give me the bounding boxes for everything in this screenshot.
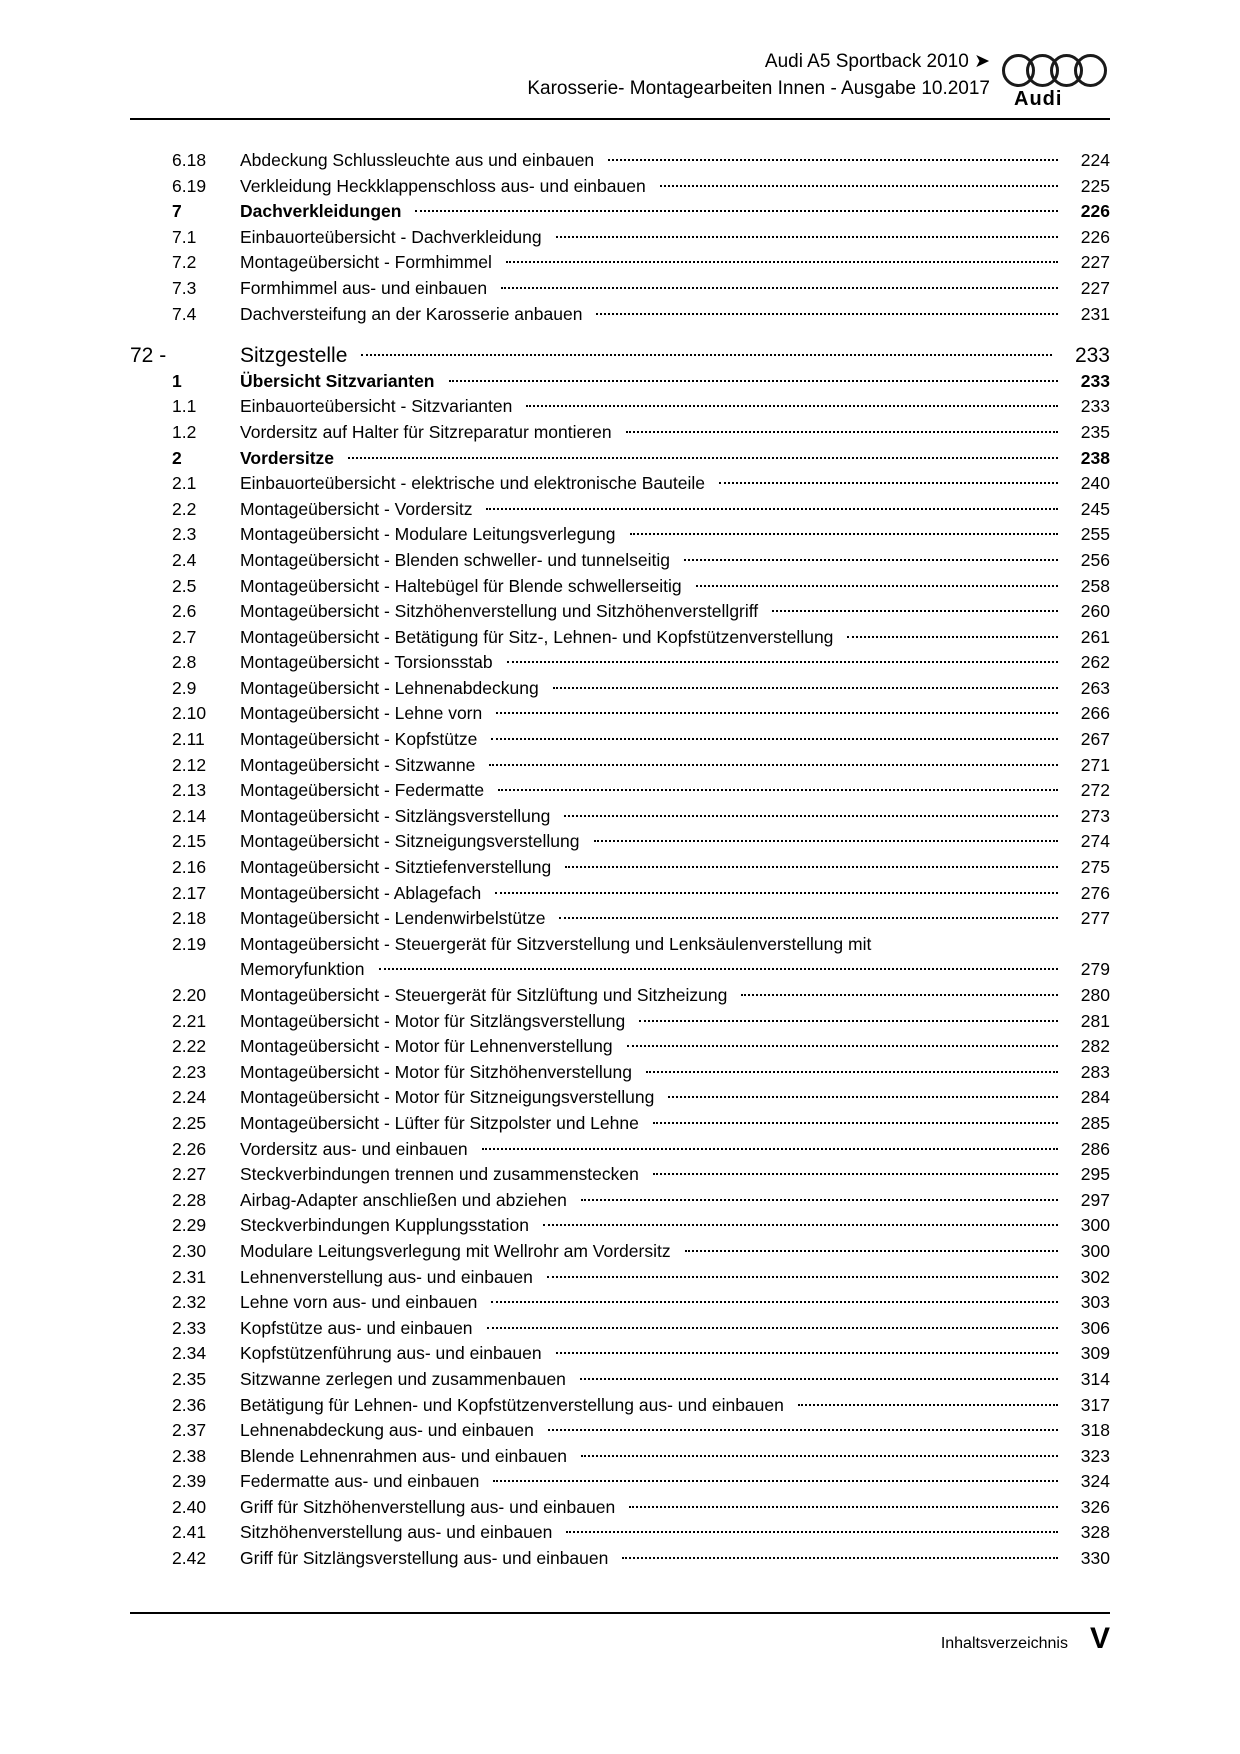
- toc-leader-dots: [543, 1224, 1058, 1226]
- toc-entry-title: Memoryfunktion: [240, 959, 365, 980]
- toc-entry[interactable]: [130, 369, 1110, 395]
- header-model-line: Audi A5 Sportback 2010 ➤: [764, 51, 990, 72]
- toc-entry-number: 2.39: [172, 1471, 207, 1492]
- header-manual-line: Karosserie- Montagearbeiten Innen - Ausgabe 10.2017: [527, 78, 990, 99]
- toc-entry-title: Formhimmel aus- und einbauen: [240, 277, 488, 298]
- toc-entry[interactable]: [130, 420, 1110, 446]
- toc-entry-number: 2.19: [172, 933, 207, 954]
- toc-entry-title: Vordersitz aus- und einbauen: [240, 1138, 468, 1159]
- toc-entry-page: 318: [1080, 1420, 1110, 1441]
- toc-leader-dots: [741, 994, 1058, 996]
- footer-page-number: V: [1089, 1622, 1110, 1655]
- toc-entry-number: 2.18: [172, 908, 207, 929]
- toc-entry-number: 2: [172, 447, 182, 468]
- toc-entry[interactable]: [130, 1520, 1110, 1546]
- toc-leader-dots: [653, 1173, 1058, 1175]
- toc-entry-page: 260: [1080, 601, 1110, 622]
- toc-entry-number: 2.24: [172, 1087, 207, 1108]
- toc-entry-number: 2.30: [172, 1240, 207, 1261]
- toc-entry-number: 2.34: [172, 1343, 207, 1364]
- toc-entry[interactable]: [130, 1009, 1110, 1035]
- toc-entry[interactable]: [130, 625, 1110, 651]
- toc-entry-page: 245: [1080, 498, 1110, 519]
- toc-entry-number: 2.35: [172, 1368, 207, 1389]
- toc-entry-number: 2.22: [172, 1036, 207, 1057]
- toc-entry-number: 2.37: [172, 1420, 207, 1441]
- toc-entry-title: Verkleidung Heckklappenschloss aus- und einbauen: [240, 175, 646, 196]
- toc-leader-dots: [491, 738, 1058, 740]
- toc-entry[interactable]: [130, 1444, 1110, 1470]
- toc-entry-page: 314: [1080, 1368, 1110, 1389]
- toc-entry-title: Montageübersicht - Sitzlängsverstellung: [240, 805, 551, 826]
- toc-entry-page: 280: [1080, 985, 1110, 1005]
- toc-entry-page: 323: [1080, 1445, 1110, 1466]
- toc-entry-title: Montageübersicht - Sitztiefenverstellung: [240, 857, 552, 878]
- toc-entry[interactable]: [130, 753, 1110, 779]
- toc-entry-number: 2.14: [172, 805, 207, 826]
- toc-leader-dots: [626, 431, 1058, 433]
- toc-leader-dots: [506, 261, 1058, 263]
- toc-entry-title: Sitzhöhenverstellung aus- und einbauen: [240, 1522, 553, 1543]
- toc-entry[interactable]: [130, 983, 1110, 1009]
- toc-entry-title: Sitzgestelle: [240, 344, 348, 368]
- toc-leader-dots: [685, 1250, 1058, 1252]
- toc-entry-number: 2.5: [172, 575, 197, 596]
- toc-entry-page: 272: [1080, 780, 1110, 801]
- toc-entry-page: 231: [1080, 303, 1110, 324]
- toc-entry-page: 277: [1080, 908, 1110, 929]
- toc-entry-title: Dachverkleidungen: [240, 201, 402, 222]
- toc-leader-dots: [581, 1455, 1058, 1457]
- toc-entry[interactable]: [130, 650, 1110, 676]
- toc-entry-title: Modulare Leitungsverlegung mit Wellrohr am Vordersitz: [240, 1240, 671, 1261]
- table-of-contents: [130, 148, 1110, 1572]
- toc-section-gap: [130, 327, 1110, 343]
- toc-entry-title: Abdeckung Schlussleuchte aus und einbauen: [240, 150, 595, 170]
- toc-entry-number: 2.32: [172, 1292, 207, 1313]
- header-title-block: [527, 48, 990, 102]
- toc-entry-title: Montageübersicht - Blenden schweller- und tunnelseitig: [240, 549, 670, 570]
- toc-leader-dots: [566, 1531, 1058, 1533]
- toc-entry-title: Montageübersicht - Vordersitz: [240, 498, 473, 519]
- toc-entry-page: 276: [1080, 882, 1110, 903]
- toc-entry-title: Übersicht Sitzvarianten: [240, 370, 435, 391]
- toc-leader-dots: [379, 968, 1059, 970]
- toc-entry-title: Montageübersicht - Haltebügel für Blende schwellerseitig: [240, 575, 682, 596]
- toc-entry-title: Vordersitz auf Halter für Sitzreparatur montieren: [240, 421, 612, 442]
- toc-leader-dots: [556, 236, 1058, 238]
- toc-entry[interactable]: [130, 1162, 1110, 1188]
- toc-entry[interactable]: [130, 1290, 1110, 1316]
- toc-leader-dots: [501, 287, 1058, 289]
- toc-entry-page: 330: [1080, 1548, 1110, 1569]
- toc-entry[interactable]: [130, 522, 1110, 548]
- toc-entry-title: Griff für Sitzlängsverstellung aus- und einbauen: [240, 1548, 609, 1569]
- toc-entry[interactable]: [130, 574, 1110, 600]
- toc-entry-number: 2.41: [172, 1522, 207, 1543]
- toc-entry-number: 6.18: [172, 150, 207, 170]
- toc-leader-dots: [772, 610, 1058, 612]
- toc-leader-dots: [487, 1327, 1058, 1329]
- toc-entry[interactable]: [130, 1034, 1110, 1060]
- toc-entry[interactable]: [130, 1367, 1110, 1393]
- toc-entry-page: 275: [1080, 857, 1110, 878]
- toc-entry-title: Vordersitze: [240, 447, 335, 468]
- toc-entry-title: Dachversteifung an der Karosserie anbauen: [240, 303, 583, 324]
- toc-entry-title: Federmatte aus- und einbauen: [240, 1471, 480, 1492]
- toc-entry-number: 2.3: [172, 524, 197, 545]
- toc-entry-number: 6.19: [172, 175, 207, 196]
- toc-entry-number: 2.23: [172, 1061, 207, 1082]
- toc-leader-dots: [622, 1557, 1058, 1559]
- toc-entry[interactable]: [130, 1393, 1110, 1419]
- toc-entry[interactable]: [130, 394, 1110, 420]
- toc-leader-dots: [498, 789, 1058, 791]
- toc-entry-title: Airbag-Adapter anschließen und abziehen: [240, 1189, 567, 1210]
- toc-entry[interactable]: [130, 804, 1110, 830]
- toc-leader-dots: [653, 1122, 1058, 1124]
- toc-entry-title: Montageübersicht - Lehnenabdeckung: [240, 677, 539, 698]
- toc-entry[interactable]: [130, 1316, 1110, 1342]
- toc-entry-page: 262: [1080, 652, 1110, 673]
- toc-entry-page: 266: [1080, 703, 1110, 724]
- toc-entry-number: 1.2: [172, 421, 197, 442]
- toc-leader-dots: [627, 1045, 1058, 1047]
- toc-leader-dots: [594, 840, 1059, 842]
- toc-entry-number: 2.2: [172, 498, 197, 519]
- toc-leader-dots: [348, 457, 1058, 459]
- toc-leader-dots: [482, 1148, 1058, 1150]
- toc-entry-number: 7.1: [172, 226, 197, 247]
- toc-entry[interactable]: [130, 599, 1110, 625]
- toc-entry-number: 2.1: [172, 473, 197, 494]
- toc-leader-dots: [684, 559, 1058, 561]
- toc-entry-title: Montageübersicht - Steuergerät für Sitzverstellung und Lenksäulenverstellung mit: [240, 933, 872, 954]
- toc-entry-number: 2.10: [172, 703, 207, 724]
- toc-leader-dots: [495, 892, 1058, 894]
- toc-leader-dots: [719, 482, 1058, 484]
- toc-entry-title: Blende Lehnenrahmen aus- und einbauen: [240, 1445, 567, 1466]
- toc-entry-number: 2.25: [172, 1112, 207, 1133]
- toc-entry-number: 7.3: [172, 277, 197, 298]
- toc-entry-page: 256: [1080, 549, 1110, 570]
- toc-entry-number: 2.28: [172, 1189, 207, 1210]
- toc-leader-dots: [526, 405, 1058, 407]
- toc-entry-page: 286: [1080, 1138, 1110, 1159]
- toc-entry-title: Lehnenabdeckung aus- und einbauen: [240, 1420, 534, 1441]
- toc-entry-number: 2.6: [172, 601, 197, 622]
- toc-entry-title: Montageübersicht - Lehne vorn: [240, 703, 483, 724]
- toc-entry-title: Montageübersicht - Torsionsstab: [240, 652, 493, 673]
- toc-entry[interactable]: [130, 881, 1110, 907]
- toc-entry-title: Montageübersicht - Modulare Leitungsverlegung: [240, 524, 616, 545]
- toc-entry[interactable]: [130, 471, 1110, 497]
- toc-entry-title: Griff für Sitzhöhenverstellung aus- und einbauen: [240, 1496, 616, 1517]
- toc-entry-title: Montageübersicht - Steuergerät für Sitzlüftung und Sitzheizung: [240, 985, 728, 1005]
- toc-entry-number: 2.7: [172, 626, 197, 647]
- toc-leader-dots: [639, 1020, 1058, 1022]
- toc-leader-dots: [548, 1429, 1058, 1431]
- toc-entry-number: 1.1: [172, 396, 197, 417]
- toc-entry-number: 2.4: [172, 549, 197, 570]
- toc-entry-title: Kopfstützenführung aus- und einbauen: [240, 1343, 542, 1364]
- toc-entry-page: 261: [1080, 626, 1110, 647]
- toc-leader-dots: [798, 1404, 1058, 1406]
- toc-entry[interactable]: [130, 174, 1110, 200]
- toc-entry[interactable]: [130, 1495, 1110, 1521]
- toc-entry-number: 7.4: [172, 303, 197, 324]
- toc-entry-page: 225: [1080, 175, 1110, 196]
- toc-entry-page: 284: [1080, 1087, 1110, 1108]
- toc-entry-page: 279: [1080, 959, 1110, 980]
- page-footer: [130, 1624, 1110, 1654]
- toc-entry-title: Lehne vorn aus- und einbauen: [240, 1292, 478, 1313]
- toc-entry-page: 295: [1080, 1164, 1110, 1185]
- toc-leader-dots: [630, 533, 1058, 535]
- toc-entry-title: Einbauorteübersicht - Dachverkleidung: [240, 226, 542, 247]
- toc-leader-dots: [556, 1352, 1058, 1354]
- toc-leader-dots: [668, 1096, 1058, 1098]
- toc-entry-page: 227: [1080, 252, 1110, 273]
- toc-entry-page: 233: [1080, 396, 1110, 417]
- toc-entry-page: 285: [1080, 1112, 1110, 1133]
- toc-entry-number: 2.16: [172, 857, 207, 878]
- footer-divider: [130, 1612, 1110, 1614]
- toc-entry-title: Montageübersicht - Motor für Lehnenverstellung: [240, 1036, 613, 1057]
- toc-entry[interactable]: [130, 1418, 1110, 1444]
- toc-entry[interactable]: [130, 855, 1110, 881]
- toc-entry-number: 7: [172, 201, 182, 222]
- toc-leader-dots: [646, 1071, 1058, 1073]
- toc-entry-title: Montageübersicht - Ablagefach: [240, 882, 482, 903]
- toc-leader-dots: [496, 712, 1058, 714]
- toc-entry[interactable]: [130, 701, 1110, 727]
- toc-entry[interactable]: [130, 1085, 1110, 1111]
- toc-entry-number: 72 -: [130, 344, 167, 368]
- toc-entry[interactable]: [130, 250, 1110, 276]
- toc-entry-page: 267: [1080, 729, 1110, 750]
- toc-entry-line: [130, 957, 1110, 983]
- toc-leader-dots: [565, 866, 1058, 868]
- toc-entry-number: 2.20: [172, 985, 207, 1005]
- toc-entry-page: 273: [1080, 805, 1110, 826]
- toc-entry-number: 2.12: [172, 754, 207, 775]
- toc-entry-title: Betätigung für Lehnen- und Kopfstützenverstellung aus- und einbauen: [240, 1394, 784, 1415]
- toc-leader-dots: [493, 1480, 1058, 1482]
- toc-entry-number: 2.11: [172, 729, 205, 750]
- toc-entry-title: Montageübersicht - Lüfter für Sitzpolster und Lehne: [240, 1112, 639, 1133]
- toc-entry-page: 302: [1080, 1266, 1110, 1287]
- toc-entry-page: 328: [1080, 1522, 1110, 1543]
- toc-entry-page: 283: [1080, 1061, 1110, 1082]
- toc-entry-number: 7.2: [172, 252, 197, 273]
- toc-entry[interactable]: [130, 778, 1110, 804]
- toc-leader-dots: [847, 636, 1058, 638]
- toc-entry-number: 2.9: [172, 677, 197, 698]
- toc-entry[interactable]: [130, 1469, 1110, 1495]
- toc-entry-number: 2.15: [172, 831, 207, 852]
- toc-entry-page: 263: [1080, 677, 1110, 698]
- toc-entry-page: 317: [1080, 1394, 1110, 1415]
- toc-entry-title: Steckverbindungen Kupplungsstation: [240, 1215, 529, 1236]
- toc-entry-page: 324: [1080, 1471, 1110, 1492]
- toc-entry[interactable]: [130, 225, 1110, 251]
- toc-entry[interactable]: [130, 343, 1110, 369]
- toc-entry[interactable]: [130, 302, 1110, 328]
- toc-leader-dots: [491, 1301, 1058, 1303]
- toc-entry[interactable]: [130, 1265, 1110, 1291]
- toc-entry-number: 2.38: [172, 1445, 207, 1466]
- toc-entry-page: 326: [1080, 1496, 1110, 1517]
- toc-entry-title: Einbauorteübersicht - elektrische und elektronische Bauteile: [240, 473, 705, 494]
- toc-entry-page: 300: [1080, 1240, 1110, 1261]
- toc-leader-dots: [581, 1199, 1058, 1201]
- toc-entry-number: 2.26: [172, 1138, 207, 1159]
- toc-entry-page: 226: [1080, 226, 1110, 247]
- toc-entry-number: 2.29: [172, 1215, 207, 1236]
- toc-entry-page: 309: [1080, 1343, 1110, 1364]
- toc-entry-title: Montageübersicht - Motor für Sitzlängsverstellung: [240, 1010, 626, 1031]
- toc-entry[interactable]: [130, 829, 1110, 855]
- toc-entry-title: Einbauorteübersicht - Sitzvarianten: [240, 396, 513, 417]
- toc-leader-dots: [696, 585, 1058, 587]
- audi-wordmark: Audi: [1014, 88, 1063, 110]
- toc-entry-page: 258: [1080, 575, 1110, 596]
- footer-label: Inhaltsverzeichnis: [940, 1635, 1068, 1652]
- toc-entry-number: 2.17: [172, 882, 207, 903]
- toc-leader-dots: [507, 661, 1058, 663]
- audi-logo: [1002, 54, 1110, 112]
- toc-entry[interactable]: [130, 1341, 1110, 1367]
- toc-entry[interactable]: [130, 727, 1110, 753]
- toc-entry-page: 224: [1080, 150, 1110, 170]
- toc-entry-number: 2.13: [172, 780, 207, 801]
- toc-entry-page: 233: [1080, 370, 1110, 391]
- toc-entry-title: Montageübersicht - Sitzhöhenverstellung und Sitzhöhenverstellgriff: [240, 601, 759, 622]
- toc-entry-page: 282: [1080, 1036, 1110, 1057]
- toc-entry[interactable]: [130, 276, 1110, 302]
- toc-entry-title: Kopfstütze aus- und einbauen: [240, 1317, 473, 1338]
- toc-entry[interactable]: [130, 932, 1110, 983]
- toc-entry-page: 233: [1074, 344, 1110, 368]
- header-divider: [130, 118, 1110, 120]
- toc-entry[interactable]: [130, 497, 1110, 523]
- toc-entry-number: 2.42: [172, 1548, 207, 1569]
- toc-entry-page: 306: [1080, 1317, 1110, 1338]
- toc-entry-title: Montageübersicht - Formhimmel: [240, 252, 492, 273]
- toc-entry[interactable]: [130, 1188, 1110, 1214]
- toc-leader-dots: [596, 313, 1058, 315]
- toc-entry[interactable]: [130, 548, 1110, 574]
- toc-leader-dots: [553, 687, 1058, 689]
- toc-entry[interactable]: [130, 1239, 1110, 1265]
- toc-entry-line: [130, 932, 1110, 958]
- toc-entry-page: 235: [1080, 421, 1110, 442]
- toc-entry[interactable]: [130, 676, 1110, 702]
- toc-entry-title: Lehnenverstellung aus- und einbauen: [240, 1266, 533, 1287]
- toc-entry-number: 2.31: [172, 1266, 207, 1287]
- toc-entry-number: 2.27: [172, 1164, 207, 1185]
- toc-entry-page: 300: [1080, 1215, 1110, 1236]
- toc-entry-title: Montageübersicht - Federmatte: [240, 780, 485, 801]
- toc-entry-page: 227: [1080, 277, 1110, 298]
- toc-entry[interactable]: [130, 1111, 1110, 1137]
- toc-leader-dots: [486, 508, 1058, 510]
- toc-leader-dots: [608, 159, 1058, 161]
- toc-entry-number: 2.40: [172, 1496, 207, 1517]
- toc-entry[interactable]: [130, 1546, 1110, 1572]
- toc-entry[interactable]: [130, 446, 1110, 472]
- toc-entry-title: Montageübersicht - Sitzneigungsverstellung: [240, 831, 580, 852]
- toc-entry[interactable]: [130, 1137, 1110, 1163]
- toc-leader-dots: [580, 1378, 1058, 1380]
- toc-leader-dots: [559, 917, 1058, 919]
- toc-entry[interactable]: [130, 148, 1110, 174]
- toc-entry-page: 281: [1080, 1010, 1110, 1031]
- toc-entry-page: 238: [1080, 447, 1110, 468]
- toc-leader-dots: [547, 1276, 1058, 1278]
- toc-entry-title: Montageübersicht - Betätigung für Sitz-, Lehnen- und Kopfstützenverstellung: [240, 626, 834, 647]
- toc-entry[interactable]: [130, 1060, 1110, 1086]
- toc-entry-page: 297: [1080, 1189, 1110, 1210]
- toc-entry-page: 240: [1080, 473, 1110, 494]
- toc-leader-dots: [629, 1506, 1058, 1508]
- toc-entry-title: Montageübersicht - Lendenwirbelstütze: [240, 908, 546, 929]
- toc-leader-dots: [415, 210, 1058, 212]
- toc-leader-dots: [660, 185, 1058, 187]
- toc-entry-title: Montageübersicht - Kopfstütze: [240, 729, 478, 750]
- toc-entry-number: 2.8: [172, 652, 197, 673]
- toc-entry-title: Montageübersicht - Motor für Sitzneigungsverstellung: [240, 1087, 655, 1108]
- toc-entry-page: 271: [1080, 754, 1110, 775]
- toc-entry-title: Montageübersicht - Sitzwanne: [240, 754, 476, 775]
- audi-rings-icon: [1002, 54, 1110, 82]
- toc-entry[interactable]: [130, 1213, 1110, 1239]
- toc-entry-page: 303: [1080, 1292, 1110, 1313]
- toc-entry-number: 2.21: [172, 1010, 207, 1031]
- toc-entry-title: Montageübersicht - Motor für Sitzhöhenverstellung: [240, 1061, 633, 1082]
- toc-entry-page: 226: [1080, 201, 1110, 222]
- toc-entry-number: 1: [172, 370, 182, 391]
- toc-entry-title: Sitzwanne zerlegen und zusammenbauen: [240, 1368, 566, 1389]
- toc-entry[interactable]: [130, 906, 1110, 932]
- toc-entry-page: 274: [1080, 831, 1110, 852]
- toc-entry-page: 255: [1080, 524, 1110, 545]
- page-header: [130, 48, 1110, 120]
- toc-entry[interactable]: [130, 199, 1110, 225]
- toc-leader-dots: [564, 815, 1058, 817]
- toc-leader-dots: [361, 354, 1052, 356]
- toc-entry-number: 2.33: [172, 1317, 207, 1338]
- toc-entry-title: Steckverbindungen trennen und zusammenstecken: [240, 1164, 639, 1185]
- toc-leader-dots: [489, 764, 1058, 766]
- toc-leader-dots: [449, 380, 1059, 382]
- toc-entry-number: 2.36: [172, 1394, 207, 1415]
